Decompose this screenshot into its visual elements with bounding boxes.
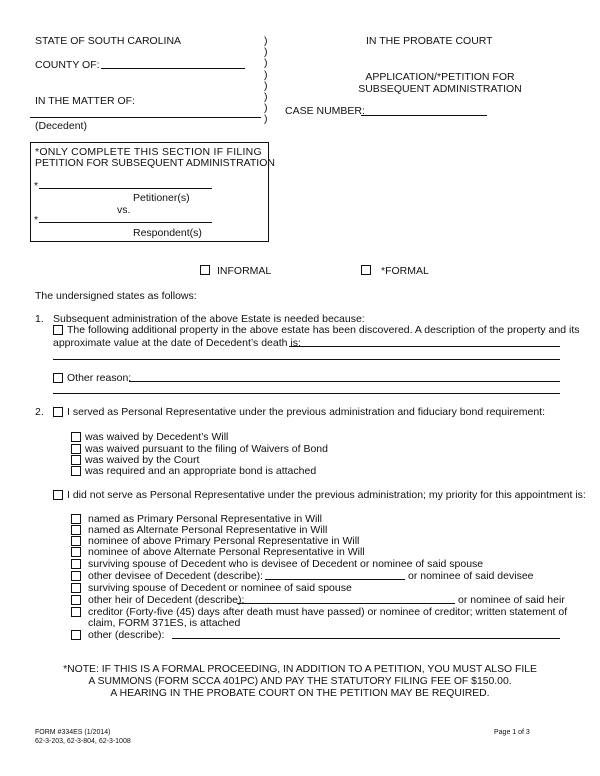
heir-suffix-label: or nominee of said heir bbox=[458, 594, 565, 606]
other-heir-field[interactable] bbox=[237, 603, 455, 604]
note-line2: A SUMMONS (FORM SCCA 401PC) AND PAY THE STATUTORY FILING FEE OF $150.00. bbox=[88, 676, 512, 687]
priority-other-checkbox[interactable] bbox=[71, 630, 81, 640]
state-label: STATE OF SOUTH CAROLINA bbox=[35, 35, 182, 47]
county-label: COUNTY OF: bbox=[35, 59, 100, 71]
formal-label: *FORMAL bbox=[381, 265, 429, 277]
form-title-line2: SUBSEQUENT ADMINISTRATION bbox=[358, 83, 522, 95]
informal-label: INFORMAL bbox=[217, 265, 272, 277]
priority-creditor-label: creditor (Forty-five (45) days after death must have passed) or nominee of creditor; written statement of bbox=[88, 606, 568, 618]
formal-checkbox[interactable] bbox=[361, 265, 371, 275]
devisee-suffix-label: or nominee of said devisee bbox=[408, 570, 534, 582]
statute-refs: 62-3-203, 62-3-804, 62-3-1008 bbox=[35, 738, 131, 745]
intro-text: The undersigned states as follows: bbox=[35, 290, 197, 302]
informal-checkbox[interactable] bbox=[200, 265, 210, 275]
property-discovered-checkbox[interactable] bbox=[53, 325, 63, 335]
petition-box-line2: PETITION FOR SUBSEQUENT ADMINISTRATION bbox=[35, 157, 275, 169]
not-served-pr-checkbox[interactable] bbox=[53, 490, 63, 500]
note-line1: *NOTE: IF THIS IS A FORMAL PROCEEDING, IN ADDITION TO A PETITION, YOU MUST ALSO FILE bbox=[63, 664, 537, 675]
bond-required-label: was required and an appropriate bond is attached bbox=[85, 465, 317, 477]
other-reason-label: Other reason: bbox=[67, 372, 132, 384]
other-reason-field[interactable] bbox=[129, 381, 560, 382]
section1-number: 1. bbox=[35, 313, 44, 325]
priority-nominee-alternate-label: nominee of above Alternate Personal Representative in Will bbox=[88, 546, 365, 558]
priority-primary-pr-checkbox[interactable] bbox=[71, 514, 81, 524]
priority-other-heir-checkbox[interactable] bbox=[71, 595, 81, 605]
served-pr-text: I served as Personal Representative under the previous administration and fiduciary bond requirement: bbox=[67, 406, 546, 418]
respondent-asterisk: * bbox=[34, 214, 39, 226]
bond-waived-will-checkbox[interactable] bbox=[71, 432, 81, 442]
bond-waived-court-label: was waived by the Court bbox=[85, 454, 200, 466]
bond-required-checkbox[interactable] bbox=[71, 466, 81, 476]
section1-heading: Subsequent administration of the above Estate is needed because: bbox=[53, 313, 365, 325]
priority-surviving-spouse-label: surviving spouse of Decedent or nominee of said spouse bbox=[88, 582, 352, 594]
vs-label: vs. bbox=[117, 204, 131, 216]
priority-spouse-devisee-label: surviving spouse of Decedent who is devisee of Decedent or nominee of said spouse bbox=[88, 558, 484, 570]
property-discovered-text: The following additional property in the above estate has been discovered. A description of the property and its bbox=[67, 324, 580, 336]
decedent-label: (Decedent) bbox=[35, 120, 87, 132]
priority-other-devisee-label: other devisee of Decedent (describe): bbox=[88, 570, 264, 582]
priority-other-heir-label: other heir of Decedent (describe): bbox=[88, 594, 245, 606]
decedent-name-field[interactable] bbox=[30, 117, 261, 118]
property-description-field[interactable] bbox=[289, 346, 560, 347]
priority-creditor-label-line2: claim, FORM 371ES, is attached bbox=[88, 617, 241, 629]
priority-other-devisee-checkbox[interactable] bbox=[71, 571, 81, 581]
bond-waived-will-label: was waived by Decedent’s Will bbox=[85, 431, 229, 443]
priority-creditor-checkbox[interactable] bbox=[71, 607, 81, 617]
priority-nominee-alternate-checkbox[interactable] bbox=[71, 547, 81, 557]
case-number-label: CASE NUMBER: bbox=[285, 105, 365, 117]
priority-nominee-primary-label: nominee of above Primary Personal Representative in Will bbox=[88, 535, 360, 547]
note-line3: A HEARING IN THE PROBATE COURT ON THE PETITION MAY BE REQUIRED. bbox=[110, 688, 490, 699]
bond-waived-court-checkbox[interactable] bbox=[71, 455, 81, 465]
petition-box-line1: *ONLY COMPLETE THIS SECTION IF FILING bbox=[35, 146, 262, 158]
form-title-line1: APPLICATION/*PETITION FOR bbox=[365, 71, 515, 83]
county-field[interactable] bbox=[101, 68, 245, 69]
priority-nominee-primary-checkbox[interactable] bbox=[71, 536, 81, 546]
petitioners-label: Petitioner(s) bbox=[133, 192, 190, 204]
priority-spouse-devisee-checkbox[interactable] bbox=[71, 559, 81, 569]
other-reason-field-2[interactable] bbox=[53, 393, 560, 394]
property-description-field-2[interactable] bbox=[53, 359, 560, 360]
priority-alternate-pr-checkbox[interactable] bbox=[71, 525, 81, 535]
court-label: IN THE PROBATE COURT bbox=[366, 35, 493, 47]
bond-waived-waivers-label: was waived pursuant to the filing of Waivers of Bond bbox=[85, 443, 328, 455]
respondent-field[interactable] bbox=[39, 222, 212, 223]
caption-divider: ) ) ) ) ) ) ) ) bbox=[264, 35, 268, 126]
petitioner-asterisk: * bbox=[34, 180, 39, 192]
priority-alternate-pr-label: named as Alternate Personal Representative in Will bbox=[88, 524, 328, 536]
in-the-matter-label: IN THE MATTER OF: bbox=[35, 95, 135, 107]
priority-surviving-spouse-checkbox[interactable] bbox=[71, 583, 81, 593]
bond-waived-waivers-checkbox[interactable] bbox=[71, 444, 81, 454]
priority-other-field[interactable] bbox=[172, 638, 560, 639]
other-devisee-field[interactable] bbox=[265, 579, 405, 580]
petitioner-field[interactable] bbox=[39, 188, 212, 189]
respondents-label: Respondent(s) bbox=[133, 227, 202, 239]
priority-primary-pr-label: named as Primary Personal Representative in Will bbox=[88, 513, 323, 525]
priority-other-label: other (describe): bbox=[88, 629, 165, 641]
property-value-label: approximate value at the date of Decedent’s death is: bbox=[53, 337, 301, 349]
case-number-field[interactable] bbox=[361, 115, 487, 116]
section2-number: 2. bbox=[35, 406, 44, 418]
served-pr-checkbox[interactable] bbox=[53, 407, 63, 417]
not-served-pr-text: I did not serve as Personal Representative under the previous administration; my priority for this appointment is: bbox=[67, 489, 586, 501]
page-number: Page 1 of 3 bbox=[494, 729, 530, 736]
form-id: FORM #334ES (1/2014) bbox=[35, 729, 111, 736]
other-reason-checkbox[interactable] bbox=[53, 373, 63, 383]
